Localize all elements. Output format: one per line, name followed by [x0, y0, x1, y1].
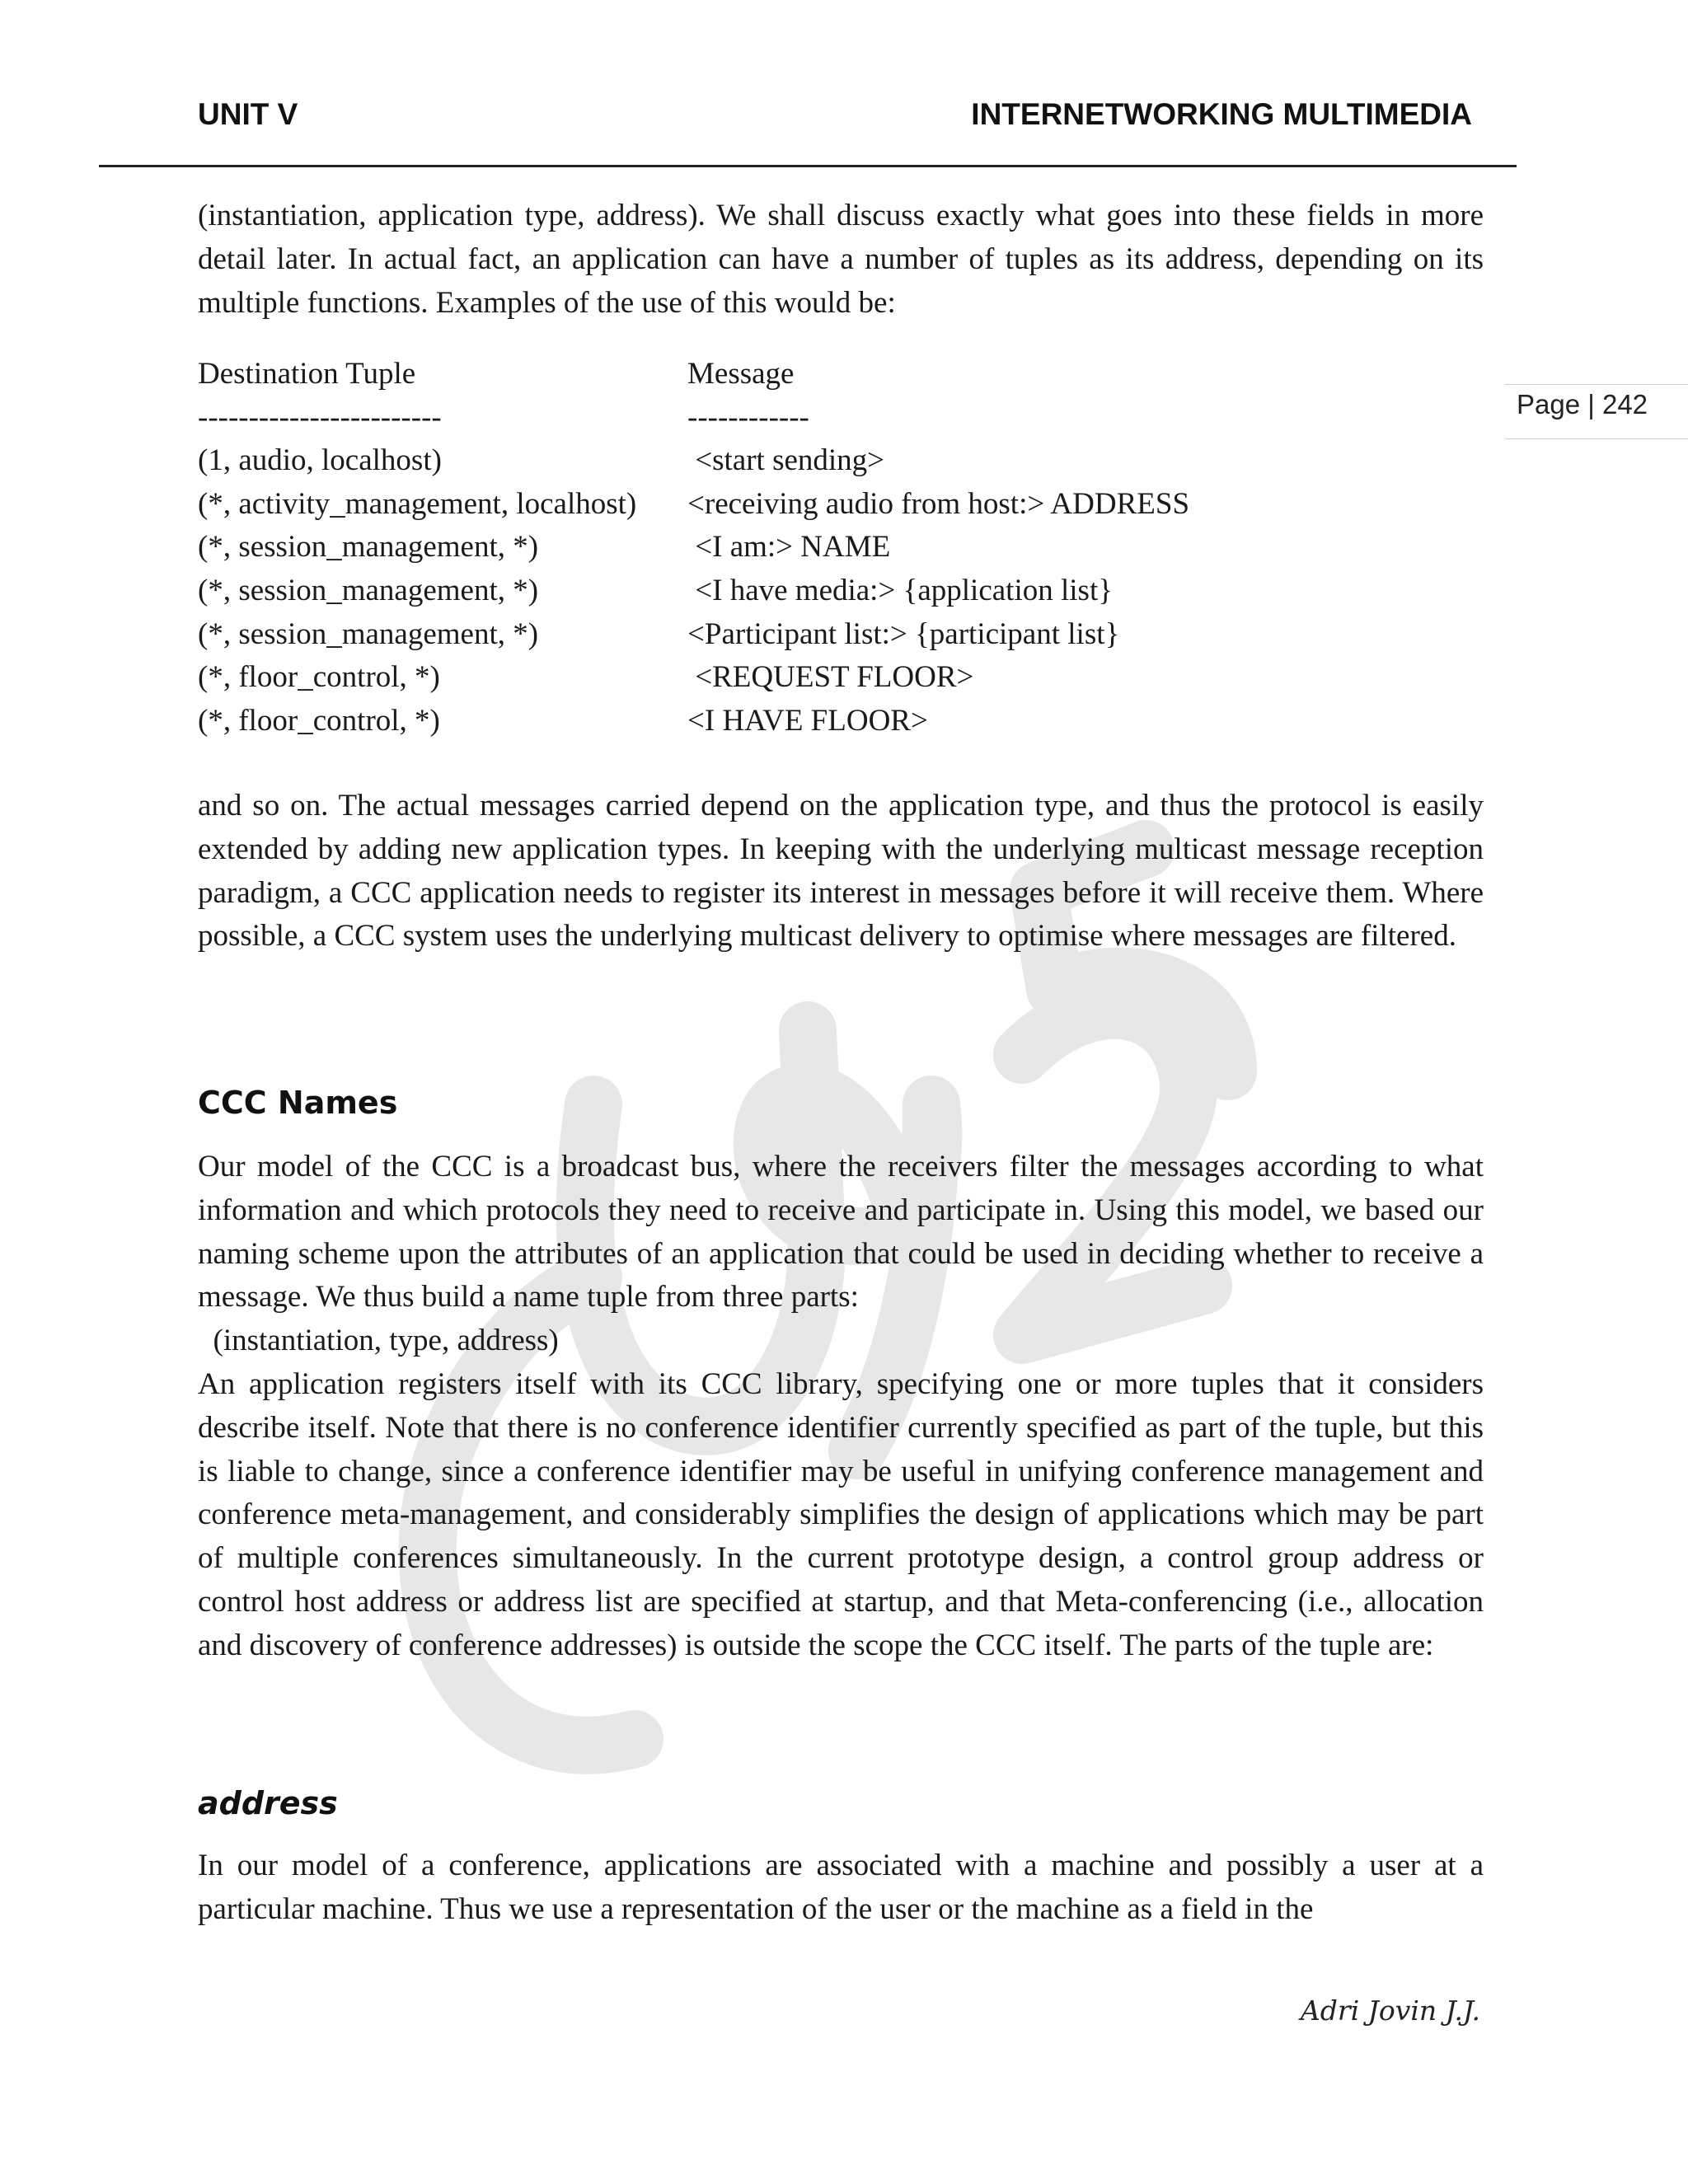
post-table-paragraph: and so on. The actual messages carried depend on the application type, and thus the protocol is easily extended by adding new application types. In keeping with the underlying multicast message reception paradigm, a CCC application needs to register its interest in messages before it will receive them. Where possible, a CCC system uses the underlying multicast delivery to optimise where messages are filtered.	[198, 789, 1484, 954]
author-signature: Adri Jovin J.J.	[1300, 1994, 1480, 2027]
subject-title: INTERNETWORKING MULTIMEDIA	[971, 97, 1472, 131]
page-number: Page | 242	[1517, 389, 1648, 419]
message: <Participant list:> {participant list}	[687, 616, 1120, 651]
separator-destination: ------------------------	[198, 400, 442, 434]
ccc-names-body	[198, 1146, 1484, 1668]
destination-tuple: (*, session_management, *)	[198, 616, 539, 651]
message: <REQUEST FLOOR>	[687, 660, 974, 695]
intro-paragraph: (instantiation, application type, address). We shall discuss exactly what goes into these fields in more detail later. In actual fact, an application can have a number of tuples as its address, depending on its multiple functions. Examples of the use of this would be:	[198, 199, 1484, 320]
ccc-names-paragraph-2: An application registers itself with its CCC library, specifying one or more tuples that it considers describe itself. Note that there is no conference identifier currently specified as part of the tuple, but this is liable to change, since a conference identifier may be useful in unifying conference management and conference meta-management, and considerably simplifies the design of applications which may be part of multiple conferences simultaneously. In the current prototype design, a control group address or control host address or address list are specified at startup, and that Meta-conferencing (i.e., allocation and discovery of conference addresses) is outside the scope the CCC itself. The parts of the tuple are:	[198, 1366, 1484, 1662]
message: <I have media:> {application list}	[687, 573, 1113, 607]
post-table-paragraph-block	[198, 785, 1484, 958]
destination-tuple: (1, audio, localhost)	[198, 443, 442, 478]
section-heading-address: address	[198, 1785, 338, 1821]
address-body	[198, 1844, 1484, 1932]
address-paragraph: In our model of a conference, applications are associated with a machine and possibly a user at a particular machine. Thus we use a representation of the user or the machine as a field in the	[198, 1849, 1484, 1926]
destination-tuple: (*, floor_control, *)	[198, 660, 440, 695]
section-heading-ccc-names: CCC Names	[198, 1085, 398, 1121]
destination-tuple: (*, session_management, *)	[198, 573, 539, 607]
destination-tuple: (*, floor_control, *)	[198, 703, 440, 738]
destination-tuple: (*, session_management, *)	[198, 530, 539, 565]
message: <start sending>	[687, 443, 885, 478]
message: <I am:> NAME	[687, 530, 891, 565]
separator-message: ------------	[687, 400, 809, 434]
header-divider	[99, 165, 1517, 167]
message: <I HAVE FLOOR>	[687, 703, 928, 738]
column-header-message: Message	[687, 357, 795, 391]
message: <receiving audio from host:> ADDRESS	[687, 486, 1190, 521]
name-tuple-line: (instantiation, type, address)	[198, 1324, 559, 1358]
destination-tuple: (*, activity_management, localhost)	[198, 486, 637, 521]
page-number-divider-bottom	[1505, 438, 1688, 439]
intro-paragraph-block	[198, 194, 1484, 325]
column-header-destination: Destination Tuple	[198, 357, 416, 391]
ccc-names-paragraph-1: Our model of the CCC is a broadcast bus, where the receivers filter the messages according to what information and which protocols they need to receive and participate in. Using this model, we based our naming scheme upon the attributes of an application that could be used in deciding whether to receive a message. We thus build a name tuple from three parts:	[198, 1150, 1484, 1315]
unit-label: UNIT V	[198, 97, 298, 131]
page-number-divider-top	[1505, 384, 1688, 385]
